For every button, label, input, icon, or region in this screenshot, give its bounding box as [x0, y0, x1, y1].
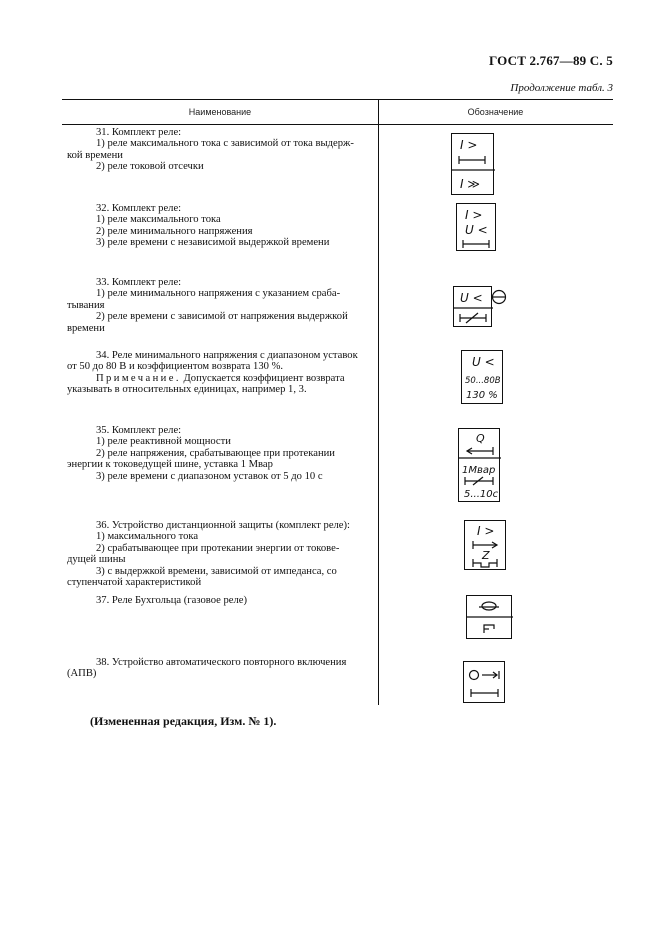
header-gost-code: ГОСТ 2.767—89 С. 5	[488, 53, 613, 68]
symbol-34-line3: 130 %	[466, 390, 498, 401]
item-35-line: 1) реле реактивной мощности	[96, 436, 231, 448]
table-row-33	[67, 277, 374, 334]
item-37-title: 37. Реле Бухгольца (газовое реле)	[96, 595, 247, 606]
table-continuation-label: Продолжение табл. 3	[510, 82, 613, 94]
symbol-35-line2: 1Мвар	[462, 465, 496, 476]
item-35-line: энергии к токоведущей шине, уставка 1 Мвар	[67, 459, 273, 471]
table-top-rule	[62, 99, 613, 100]
item-32-line: 2) реле минимального напряжения	[96, 225, 253, 237]
item-38-title: 38. Устройство автоматического повторного включения	[96, 657, 347, 668]
item-31-line: кой времени	[67, 149, 123, 161]
table-row-36	[67, 520, 374, 588]
item-36-line: дущей шины	[67, 554, 126, 566]
symbol-34-line2: 50...80В	[465, 376, 501, 386]
item-36-line: ступенчатой характеристикой	[67, 577, 202, 589]
symbol-33-label: U <	[460, 291, 483, 305]
symbol-32-line1: I >	[465, 208, 483, 222]
item-34-title: 34. Реле минимального напряжения с диапазоном уставок	[96, 350, 358, 361]
item-34-note-label: Примечание.	[96, 372, 181, 384]
relay-symbol-31	[451, 133, 494, 195]
table-row-35	[67, 425, 374, 482]
table-row-34	[67, 350, 374, 396]
item-34-note-text: Допускается коэффициент возврата	[183, 372, 345, 384]
column-header-name: Наименование	[188, 107, 252, 117]
item-33-title: 33. Комплект реле:	[96, 277, 182, 288]
item-35-title: 35. Комплект реле:	[96, 425, 182, 436]
symbol-36-line2: Z	[482, 549, 490, 562]
relay-symbol-34	[461, 350, 503, 404]
item-38-line: (АПВ)	[67, 668, 97, 680]
gas-float-icon	[482, 602, 496, 610]
item-31-title: 31. Комплект реле:	[96, 127, 182, 138]
item-36-line: 1) максимального тока	[96, 531, 199, 543]
symbol-35-line3: 5...10с	[464, 489, 499, 500]
item-32-line: 3) реле времени с независимой выдержкой времени	[96, 237, 330, 249]
item-33-line: 1) реле минимального напряжения с указанием сраба-	[96, 288, 341, 300]
item-31-line: 2) реле токовой отсечки	[96, 161, 204, 173]
column-header-symbol: Обозначение	[467, 107, 524, 117]
table-row-38	[67, 657, 374, 680]
item-33-line: тывания	[67, 299, 105, 311]
item-34-line: указывать в относительных единицах, например 1, 3.	[67, 384, 307, 396]
symbol-32-line2: U <	[465, 223, 488, 237]
item-36-line: 3) с выдержкой времени, зависимой от импеданса, со	[96, 565, 337, 577]
symbol-36-line1: I >	[477, 524, 495, 538]
relay-symbol-36	[464, 520, 506, 570]
auto-reclose-symbol	[463, 661, 505, 703]
relay-symbol-32	[456, 203, 496, 251]
item-31-line: 1) реле максимального тока с зависимой от тока выдерж-	[96, 138, 354, 150]
relay-symbol-33	[453, 286, 492, 327]
buchholz-relay-symbol	[466, 595, 512, 639]
table-row-31	[67, 127, 374, 173]
item-33-line: времени	[67, 322, 105, 334]
symbol-31-bottom-label: I ≫	[460, 177, 480, 191]
relay-symbol-35	[458, 428, 500, 502]
table-header-rule	[62, 124, 613, 125]
item-32-title: 32. Комплект реле:	[96, 203, 182, 214]
item-33-line: 2) реле времени с зависимой от напряжения выдержкой	[96, 311, 348, 323]
item-36-title: 36. Устройство дистанционной защиты (комплект реле):	[96, 520, 350, 531]
table-row-32	[67, 203, 374, 249]
reclose-circle-icon	[470, 671, 479, 680]
footer-amendment-note: (Измененная редакция, Изм. № 1).	[90, 714, 277, 728]
symbol-35-line1: Q	[476, 432, 485, 445]
item-32-line: 1) реле максимального тока	[96, 214, 221, 226]
symbol-34-line1: U <	[472, 355, 495, 369]
item-35-line: 2) реле напряжения, срабатывающее при протекании	[96, 447, 335, 459]
item-36-line: 2) срабатывающее при протекании энергии от токове-	[96, 542, 340, 554]
table-column-divider	[378, 99, 379, 705]
item-34-line: от 50 до 80 В и коэффициентом возврата 130 %.	[67, 361, 284, 373]
symbol-31-top-label: I >	[460, 138, 478, 152]
item-35-line: 3) реле времени с диапазоном уставок от 5 до 10 с	[96, 470, 323, 482]
table-row-37	[67, 595, 374, 606]
